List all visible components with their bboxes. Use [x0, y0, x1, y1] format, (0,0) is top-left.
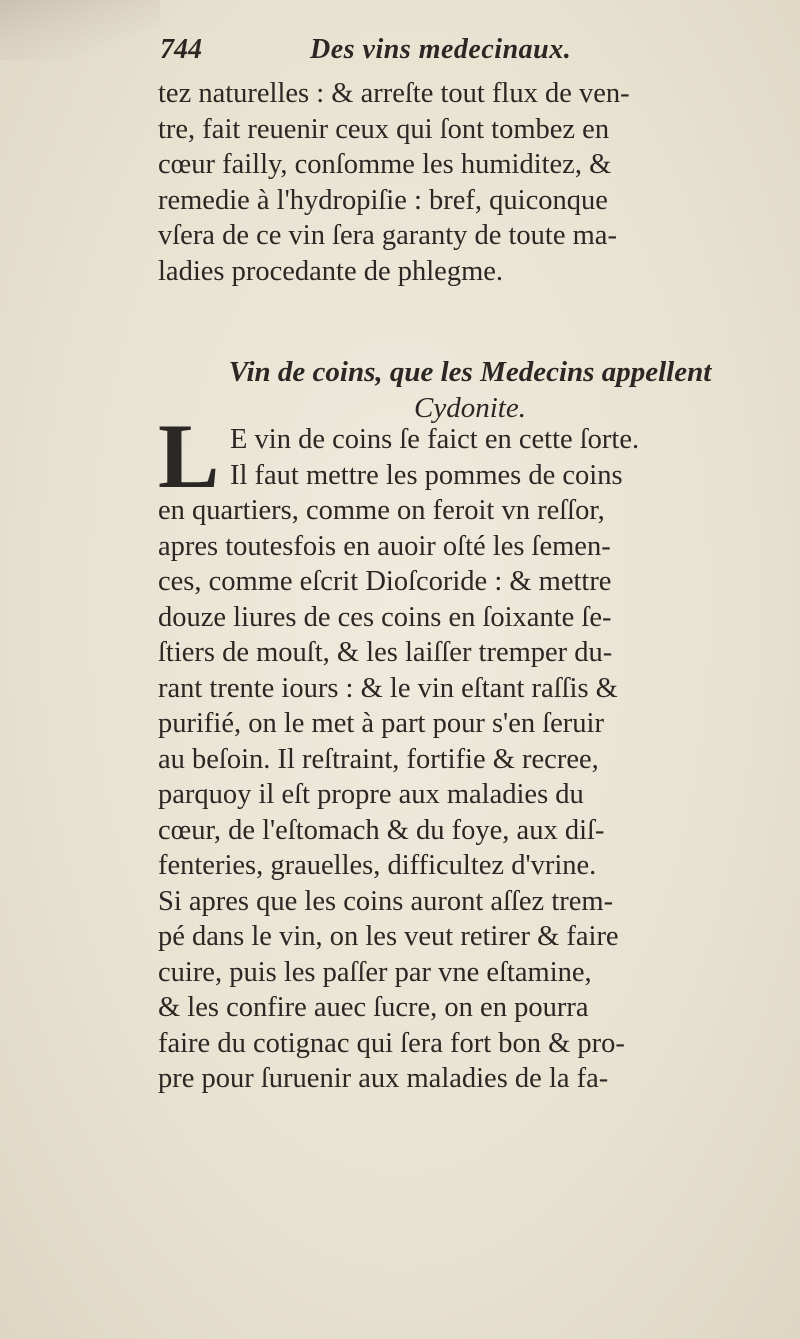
heading-line: Vin de coins, que les Medecins appellent	[228, 356, 712, 388]
text-line: cœur failly, conſomme les humiditez, &	[158, 149, 612, 180]
text-line: faire du cotignac qui ſera fort bon & pro-	[158, 1027, 625, 1059]
running-head: Des vins medecinaux.	[310, 34, 572, 65]
page-corner-shadow	[0, 0, 160, 60]
text-line: tez naturelles : & arreſte tout flux de ven-	[158, 78, 630, 109]
paragraph-2	[158, 422, 782, 1097]
text-line: Il faut mettre les pommes de coins	[230, 459, 623, 491]
page-number: 744	[160, 34, 202, 65]
text-line: remedie à l'hydropiſie : bref, quiconque	[158, 184, 608, 216]
text-line: cœur, de l'eſtomach & du foye, aux diſ-	[158, 814, 605, 846]
paragraph-1	[158, 76, 782, 289]
text-line: cuire, puis les paſſer par vne eſtamine,	[158, 956, 592, 988]
text-line: ladies procedante de phlegme.	[158, 255, 504, 287]
text-line: fenteries, grauelles, difficultez d'vrine.	[158, 850, 597, 881]
text-line: E vin de coins ſe faict en cette ſorte.	[230, 424, 640, 455]
text-line: ſtiers de mouſt, & les laiſſer tremper du-	[158, 637, 613, 668]
page-header	[160, 32, 760, 82]
text-line: apres toutesfois en auoir oſté les ſemen-	[158, 530, 611, 562]
text-line: Si apres que les coins auront aſſez trem-	[158, 885, 614, 917]
text-line: rant trente iours : & le vin eſtant raſſis &	[158, 672, 618, 704]
text-line: vſera de ce vin ſera garanty de toute ma-	[158, 220, 617, 251]
text-line: pre pour ſuruenir aux maladies de la fa-	[158, 1063, 609, 1094]
section-heading	[158, 354, 782, 426]
text-line: douze liures de ces coins en ſoixante ſe-	[158, 601, 612, 633]
text-line: purifié, on le met à part pour s'en ſeruir	[158, 708, 604, 739]
heading-line: Cydonite.	[414, 392, 526, 424]
text-line: au beſoin. Il reſtraint, fortifie & recree,	[158, 743, 599, 775]
text-line: en quartiers, comme on feroit vn reſſor,	[158, 495, 605, 526]
text-line: tre, fait reuenir ceux qui ſont tombez en	[158, 113, 610, 145]
drop-cap: L	[158, 405, 220, 507]
text-line: parquoy il eſt propre aux maladies du	[158, 779, 584, 810]
text-line: pé dans le vin, on les veut retirer & faire	[158, 921, 619, 952]
text-line: & les confire auec ſucre, on en pourra	[158, 992, 589, 1023]
text-line: ces, comme eſcrit Dioſcoride : & mettre	[158, 566, 612, 597]
